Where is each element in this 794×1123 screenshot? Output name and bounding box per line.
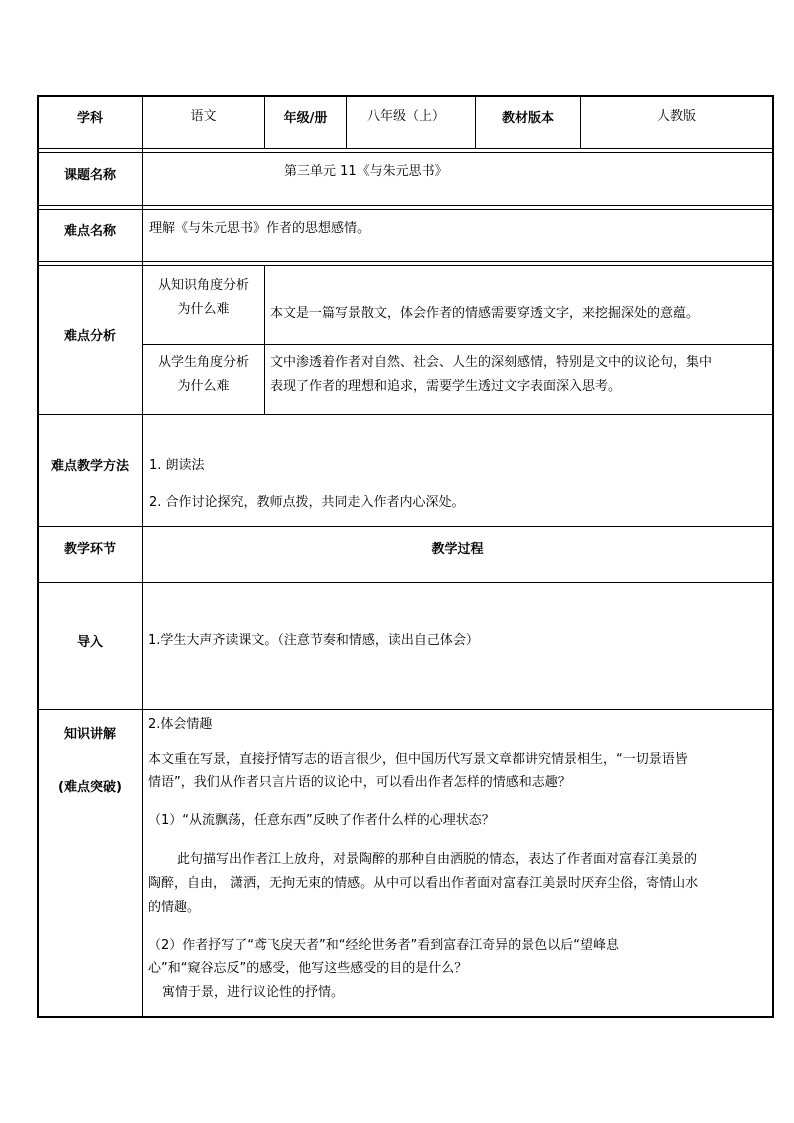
- edition-value: 人教版: [656, 109, 696, 124]
- row-divider: [37, 265, 774, 266]
- knowledge-angle-label: 从知识角度分析: [157, 278, 249, 293]
- row-divider: [37, 414, 774, 415]
- student-angle-value: 表现了作者的理想和追求，需要学生透过文字表面深入思考。: [270, 379, 622, 394]
- row-divider: [37, 148, 774, 149]
- knowledge-paragraph: 情语”，我们从作者只言片语的议论中，可以看出作者怎样的情感和志趣？: [148, 775, 571, 790]
- method-item: 2. 合作讨论探究，教师点拨，共同走入作者内心深处。: [149, 495, 465, 510]
- process-content-header: 教学过程: [431, 542, 484, 557]
- row-divider: [37, 205, 774, 206]
- process-step-header: 教学环节: [63, 542, 116, 557]
- knowledge-heading: 2.体会情趣: [148, 717, 213, 732]
- row-divider: [37, 209, 774, 210]
- question-2: （2）作者抒写了“鸢飞戾天者”和“经纶世务者”看到富春江奇异的景色以后“望峰息: [148, 938, 619, 953]
- row-divider: [37, 152, 774, 153]
- intro-label: 导入: [76, 635, 103, 650]
- knowledge-label: 知识讲解: [63, 727, 116, 742]
- difficulty-label: 难点名称: [63, 224, 116, 239]
- knowledge-angle-label: 为什么难: [177, 302, 230, 317]
- column-divider: [346, 95, 347, 149]
- question-1: （1）“从流飘荡，任意东西”反映了作者什么样的心理状态？: [148, 813, 495, 828]
- row-divider: [37, 526, 774, 527]
- student-angle-label: 为什么难: [177, 379, 230, 394]
- answer-2: 寓情于景，进行议论性的抒情。: [162, 985, 345, 1000]
- column-divider: [264, 265, 265, 415]
- methods-label: 难点教学方法: [50, 459, 129, 474]
- table-border-right: [772, 95, 774, 1018]
- answer-1: 的情趣。: [148, 900, 201, 915]
- grade-value: 八年级（上）: [367, 109, 446, 124]
- question-2: 心”和“窥谷忘反”的感受，他写这些感受的目的是什么？: [148, 961, 468, 976]
- topic-label: 课题名称: [63, 168, 116, 183]
- answer-1: 此句描写出作者江上放舟，对景陶醉的那种自由洒脱的情态，表达了作者面对富春江美景的: [177, 852, 698, 867]
- analysis-label: 难点分析: [63, 329, 116, 344]
- subject-label: 学科: [76, 111, 103, 126]
- student-angle-label: 从学生角度分析: [157, 355, 249, 370]
- knowledge-paragraph: 本文重在写景，直接抒情写志的语言很少，但中国历代写景文章都讲究情景相生，“一切景语皆: [148, 752, 688, 767]
- row-divider: [37, 709, 774, 710]
- method-item: 1. 朗读法: [149, 458, 205, 473]
- row-divider: [37, 261, 774, 262]
- knowledge-angle-value: 本文是一篇写景散文，体会作者的情感需要穿透文字，来挖掘深处的意蕴。: [270, 306, 700, 321]
- row-divider: [142, 344, 774, 345]
- topic-value: 第三单元 11《与朱元思书》: [284, 164, 448, 179]
- row-divider: [37, 582, 774, 583]
- answer-1: 陶醉，自由， 潇洒，无拘无束的情感。从中可以看出作者面对富春江美景时厌弃尘俗，寄情山水: [148, 876, 699, 891]
- grade-label: 年级/册: [283, 111, 328, 126]
- student-angle-value: 文中渗透着作者对自然、社会、人生的深刻感情，特别是文中的议论句，集中: [270, 355, 713, 370]
- difficulty-value: 理解《与朱元思书》作者的思想感情。: [149, 221, 371, 236]
- edition-label: 教材版本: [501, 111, 554, 126]
- intro-value: 1.学生大声齐读课文。（注意节奏和情感，读出自己体会）: [148, 633, 479, 648]
- table-border-top: [37, 95, 774, 97]
- table-border-bottom: [37, 1016, 774, 1018]
- subject-value: 语文: [190, 109, 217, 124]
- knowledge-sublabel: (难点突破): [58, 780, 122, 795]
